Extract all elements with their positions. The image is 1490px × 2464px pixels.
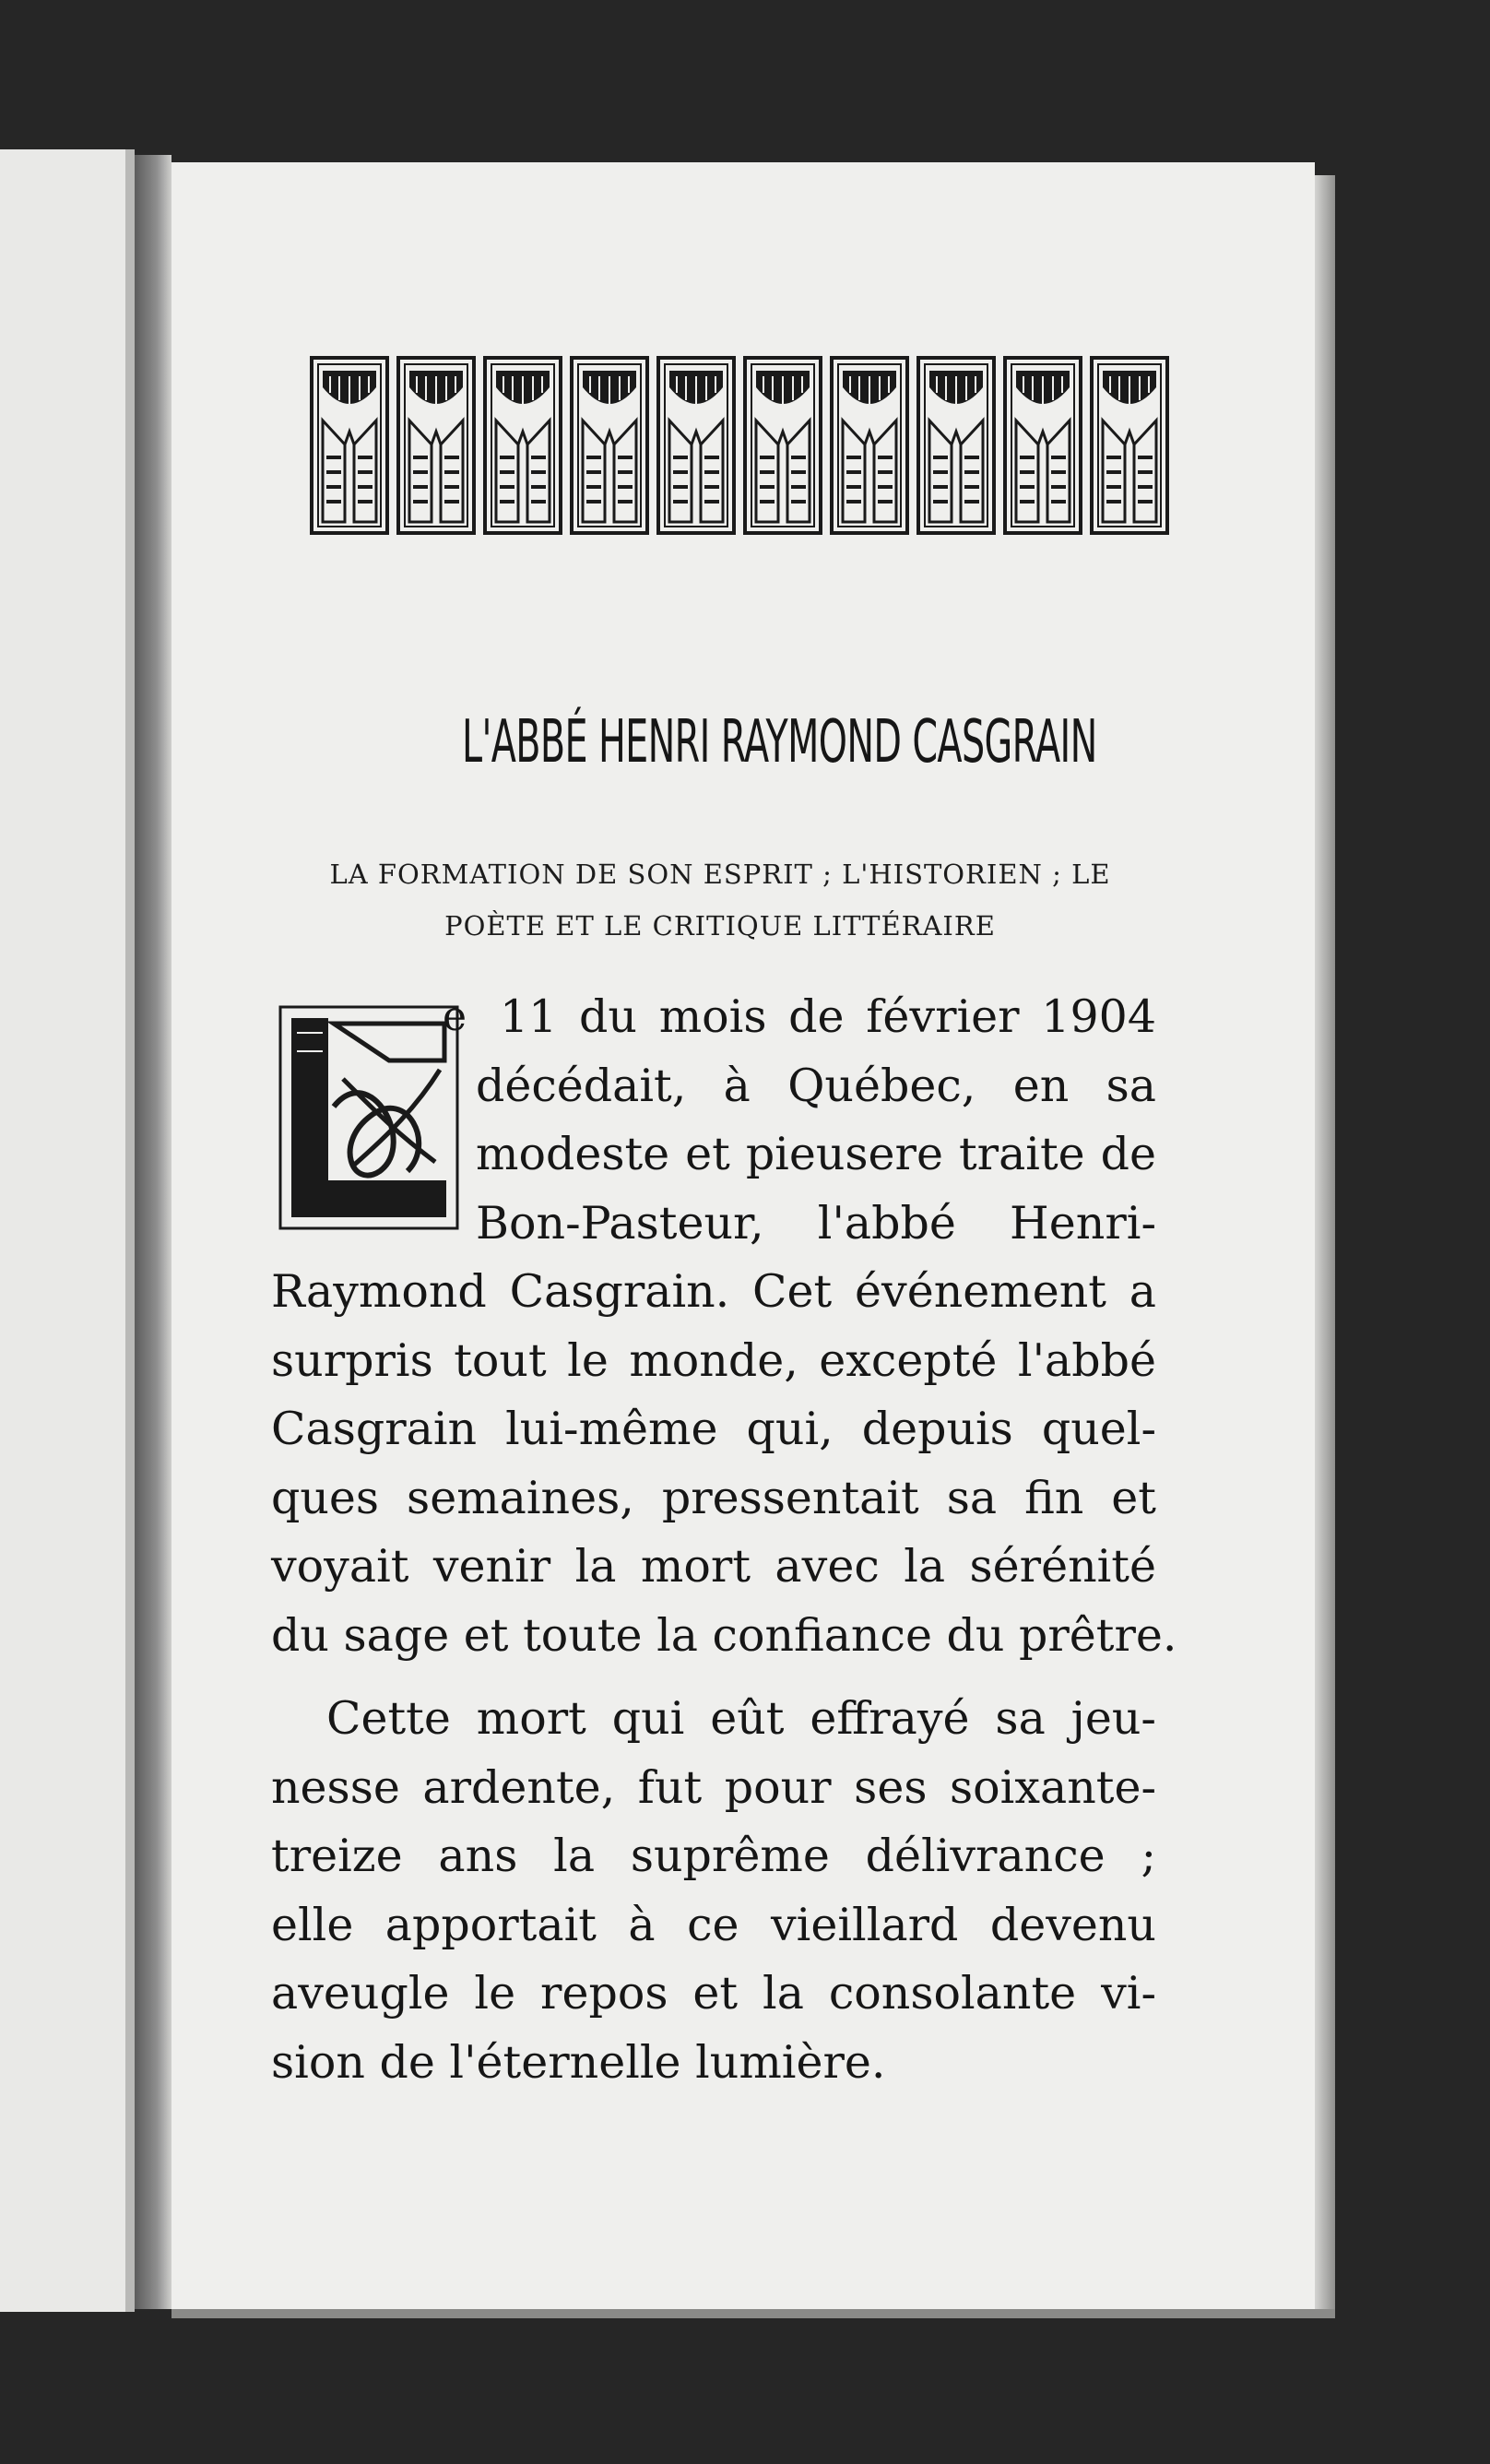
text-line: Cette mort qui eût effrayé sa jeu- xyxy=(326,1692,1156,1745)
ornament-tile xyxy=(656,356,736,535)
text-line: Casgrain lui-même qui, depuis quel- xyxy=(271,1403,1156,1455)
ornament-tile xyxy=(743,356,822,535)
paragraph-1 xyxy=(271,983,1177,1670)
text-line: voyait venir la mort avec la sérénité xyxy=(271,1540,1156,1593)
ornament-tile xyxy=(310,356,389,535)
text-line: treize ans la suprême délivrance ; xyxy=(271,1830,1156,1882)
text-line: ques semaines, pressentait sa fin et xyxy=(271,1471,1156,1524)
drop-cap-following: e xyxy=(443,993,467,1040)
text-line: du sage et toute la confiance du prêtre. xyxy=(271,1608,1177,1662)
ornament-tile xyxy=(830,356,909,535)
ornament-tile xyxy=(1003,356,1082,535)
ornament-tile xyxy=(483,356,562,535)
left-page xyxy=(0,149,125,2312)
text-line: surpris tout le monde, excepté l'abbé xyxy=(271,1333,1156,1387)
text-line: Bon-Pasteur, l'abbé Henri- xyxy=(476,1196,1156,1250)
ornament-tile xyxy=(570,356,649,535)
ornament-tile xyxy=(916,356,996,535)
text-line: elle apportait à ce vieillard devenu xyxy=(271,1898,1156,1951)
text-line: sion de l'éternelle lumière. xyxy=(271,2035,886,2089)
page-bottom-edge xyxy=(171,2309,1335,2318)
subtitle-line: POÈTE ET LE CRITIQUE LITTÉRAIRE xyxy=(444,910,996,942)
text-line: nesse ardente, fut pour ses soixante- xyxy=(271,1760,1156,1814)
ornament-tile xyxy=(1090,356,1169,535)
book-gutter xyxy=(135,155,171,2309)
subtitle xyxy=(273,848,1167,952)
ornament-tile xyxy=(396,356,476,535)
left-page-edge xyxy=(125,149,135,2312)
text-line: 11 du mois de février 1904 xyxy=(500,990,1156,1043)
paragraph-2 xyxy=(271,1685,1156,2097)
text-line: Raymond Casgrain. Cet événement a xyxy=(271,1265,1156,1318)
text-line: décédait, à Québec, en sa xyxy=(476,1059,1156,1112)
text-line: modeste et pieusere traite de xyxy=(476,1128,1156,1180)
page-edge xyxy=(1315,175,1335,2311)
header-ornament xyxy=(310,356,1169,539)
text-line: aveugle le repos et la consolante vi- xyxy=(271,1967,1156,2020)
page-title: L'ABBÉ HENRI RAYMOND CASGRAIN xyxy=(462,708,1097,776)
subtitle-line: LA FORMATION DE SON ESPRIT ; L'HISTORIEN ; LE xyxy=(329,859,1111,890)
